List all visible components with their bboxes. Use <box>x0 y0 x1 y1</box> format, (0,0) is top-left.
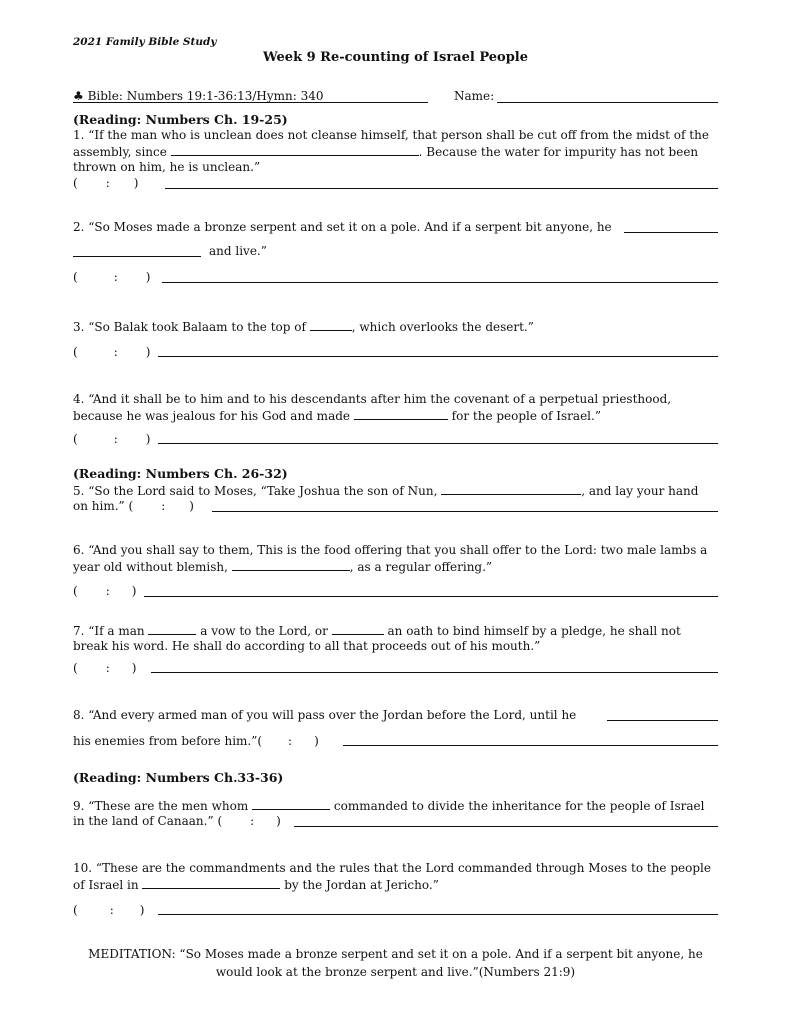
answer-blank[interactable] <box>624 232 718 233</box>
question-2-line-1: 2. “So Moses made a bronze serpent and set it on a pole. And if a serpent bit anyone, he <box>73 220 612 234</box>
question-1-line-3: thrown on him, he is unclean.” <box>73 160 261 174</box>
verse-ref-10: ( : ) <box>73 903 145 917</box>
verse-ref-1: ( : ) <box>73 176 139 190</box>
verse-ref-2: ( : ) <box>73 270 151 284</box>
verse-ref-4: ( : ) <box>73 432 151 446</box>
answer-blank[interactable] <box>354 407 448 420</box>
question-5-line-1: 5. “So the Lord said to Moses, “Take Joshua the son of Nun, , and lay your hand <box>73 484 699 498</box>
verse-ref-answer-line[interactable] <box>151 672 718 673</box>
question-9-line-1: 9. “These are the men whom commanded to divide the inheritance for the people of Israel <box>73 799 705 813</box>
page-title: Week 9 Re-counting of Israel People <box>262 50 529 65</box>
answer-blank[interactable] <box>252 797 330 810</box>
question-9-line-2: in the land of Canaan.” ( : ) <box>73 814 281 828</box>
verse-ref-answer-line[interactable] <box>212 511 718 512</box>
section-heading: (Reading: Numbers Ch.33-36) <box>73 770 284 785</box>
question-8-line-2: his enemies from before him.”( : ) <box>73 734 319 748</box>
verse-ref-answer-line[interactable] <box>165 188 718 189</box>
question-3-line-1: 3. “So Balak took Balaam to the top of , which overlooks the desert.” <box>73 320 534 334</box>
question-1-line-1: 1. “If the man who is unclean does not cleanse himself, that person shall be cut off from the midst of the <box>73 128 709 142</box>
question-5-line-2: on him.” ( : ) <box>73 499 194 513</box>
section-heading: (Reading: Numbers Ch. 26-32) <box>73 466 288 481</box>
verse-ref-answer-line[interactable] <box>158 914 718 915</box>
verse-ref-answer-line[interactable] <box>343 745 718 746</box>
answer-blank[interactable] <box>142 876 280 889</box>
verse-ref-6: ( : ) <box>73 584 137 598</box>
answer-blank[interactable] <box>171 143 419 156</box>
question-8-line-1: 8. “And every armed man of you will pass over the Jordan before the Lord, until he <box>73 708 577 722</box>
question-7-line-1: 7. “If a man a vow to the Lord, or an oath to bind himself by a pledge, he shall not <box>73 624 681 638</box>
answer-blank[interactable] <box>73 256 201 257</box>
question-7-line-2: break his word. He shall do according to all that proceeds out of his mouth.” <box>73 639 541 653</box>
bible-reference: ♣ Bible: Numbers 19:1-36:13/Hymn: 340 <box>73 89 324 103</box>
bible-underline <box>73 102 428 103</box>
question-2-line-2: and live.” <box>209 244 267 258</box>
answer-blank[interactable] <box>441 482 581 495</box>
question-10-line-2: of Israel in by the Jordan at Jericho.” <box>73 878 439 892</box>
answer-blank[interactable] <box>232 558 350 571</box>
meditation-line-2: would look at the bronze serpent and live.”(Numbers 21:9) <box>215 965 576 979</box>
question-10-line-1: 10. “These are the commandments and the rules that the Lord commanded through Moses to the people <box>73 861 711 875</box>
name-label: Name: <box>454 89 495 103</box>
verse-ref-answer-line[interactable] <box>158 443 718 444</box>
verse-ref-answer-line[interactable] <box>162 282 718 283</box>
question-6-line-2: year old without blemish, , as a regular offering.” <box>73 560 493 574</box>
section-heading: (Reading: Numbers Ch. 19-25) <box>73 112 288 127</box>
question-1-line-2: assembly, since . Because the water for impurity has not been <box>73 145 699 159</box>
question-4-line-1: 4. “And it shall be to him and to his descendants after him the covenant of a perpetual priesthood, <box>73 392 672 406</box>
header-tag: 2021 Family Bible Study <box>73 36 217 48</box>
answer-blank[interactable] <box>332 622 384 635</box>
verse-ref-answer-line[interactable] <box>158 356 718 357</box>
answer-blank[interactable] <box>148 622 196 635</box>
answer-blank[interactable] <box>607 720 718 721</box>
question-6-line-1: 6. “And you shall say to them, This is the food offering that you shall offer to the Lord: two male lambs a <box>73 543 708 557</box>
verse-ref-answer-line[interactable] <box>144 596 718 597</box>
verse-ref-7: ( : ) <box>73 661 137 675</box>
meditation-verse <box>0 945 791 981</box>
meditation-line-1: MEDITATION: “So Moses made a bronze serpent and set it on a pole. And if a serpent bit anyone, he <box>88 947 703 961</box>
name-field[interactable] <box>497 102 718 103</box>
verse-ref-answer-line[interactable] <box>294 826 718 827</box>
verse-ref-3: ( : ) <box>73 345 151 359</box>
answer-blank[interactable] <box>310 318 352 331</box>
question-4-line-2: because he was jealous for his God and made for the people of Israel.” <box>73 409 601 423</box>
